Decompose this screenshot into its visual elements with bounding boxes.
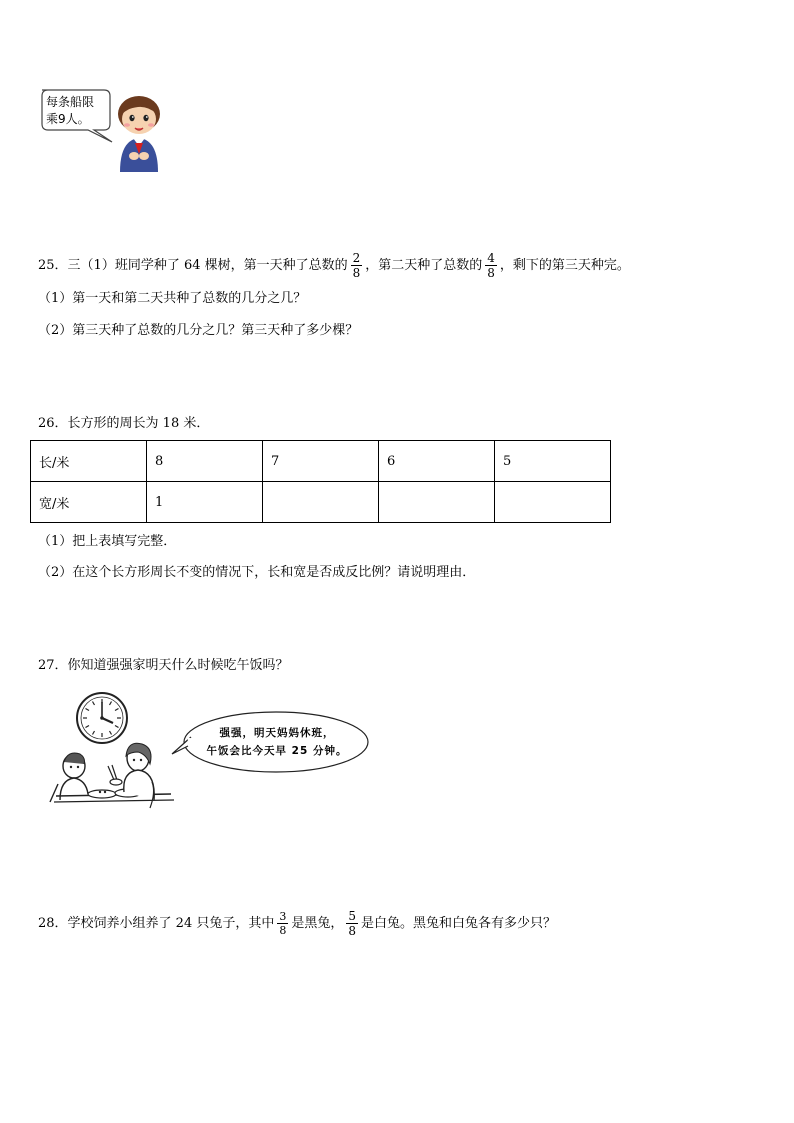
- q25-fraction-2: [485, 252, 497, 279]
- q25-frac2-den: 8: [487, 266, 495, 280]
- table-cell: [495, 482, 611, 523]
- q28-text-c: 是白兔。黑兔和白兔各有多少只？: [361, 916, 557, 931]
- speech-line-1: 强强，明天妈妈休班，: [219, 727, 335, 739]
- boy-illustration: [38, 86, 168, 176]
- table-cell: 8: [147, 441, 263, 482]
- table-cell: 6: [379, 441, 495, 482]
- table-cell: [263, 482, 379, 523]
- q28-text-a: 学校饲养小组养了 24 只兔子，其中: [67, 916, 275, 931]
- q28-text-b: 是黑兔，: [291, 916, 344, 931]
- q25-sub-1: （1）第一天和第二天共种了总数的几分之几？: [38, 291, 307, 306]
- q28-fraction-1: [277, 911, 288, 936]
- q26-sub-1: （1）把上表填写完整．: [38, 534, 177, 549]
- q26-text: 长方形的周长为 18 米．: [67, 416, 210, 431]
- q25-stem: [38, 252, 630, 279]
- q28-fraction-2: [346, 910, 358, 937]
- table-cell: 宽/米: [31, 482, 147, 523]
- table-cell: 长/米: [31, 441, 147, 482]
- table-cell: 7: [263, 441, 379, 482]
- q26-table: [30, 440, 611, 523]
- bubble-line-2: 乘9人。: [46, 112, 90, 126]
- q25-frac1-den: 8: [352, 266, 361, 280]
- q26-stem: [38, 414, 209, 434]
- q27-stem: [38, 656, 289, 676]
- table-row: [31, 482, 611, 523]
- q25-sub-2: （2）第三天种了总数的几分之几？第三天种了多少棵？: [38, 323, 359, 338]
- q25-fraction-1: [351, 252, 363, 279]
- table-cell: 5: [495, 441, 611, 482]
- q28-stem: [38, 910, 556, 937]
- speech-line-2: 午饭会比今天早 25 分钟。: [206, 745, 348, 757]
- q25-frac2-num: 4: [487, 251, 495, 265]
- q28-frac2-num: 5: [348, 909, 357, 923]
- q27-number: 27．: [38, 658, 68, 673]
- q25-text-c: ，剩下的第三天种完。: [499, 258, 630, 273]
- q25-text-a: 三（1）班同学种了 64 棵树，第一天种了总数的: [67, 258, 348, 273]
- q25-number: 25．: [38, 258, 68, 273]
- q28-frac1-num: 3: [279, 910, 287, 923]
- q27-illustration: [46, 690, 376, 820]
- table-cell: 1: [147, 482, 263, 523]
- table-cell: [379, 482, 495, 523]
- q25-frac1-num: 2: [352, 251, 361, 265]
- bubble-line-1: 每条船限: [46, 95, 95, 109]
- q26-number: 26．: [38, 416, 68, 431]
- q27-text: 你知道强强家明天什么时候吃午饭吗？: [67, 658, 289, 673]
- q26-sub-2: （2）在这个长方形周长不变的情况下，长和宽是否成反比例？请说明理由．: [38, 565, 476, 580]
- q28-frac1-den: 8: [279, 924, 287, 937]
- q28-number: 28．: [38, 916, 68, 931]
- q25-text-b: ，第二天种了总数的: [365, 258, 483, 273]
- table-row: [31, 441, 611, 482]
- q28-frac2-den: 8: [348, 924, 357, 938]
